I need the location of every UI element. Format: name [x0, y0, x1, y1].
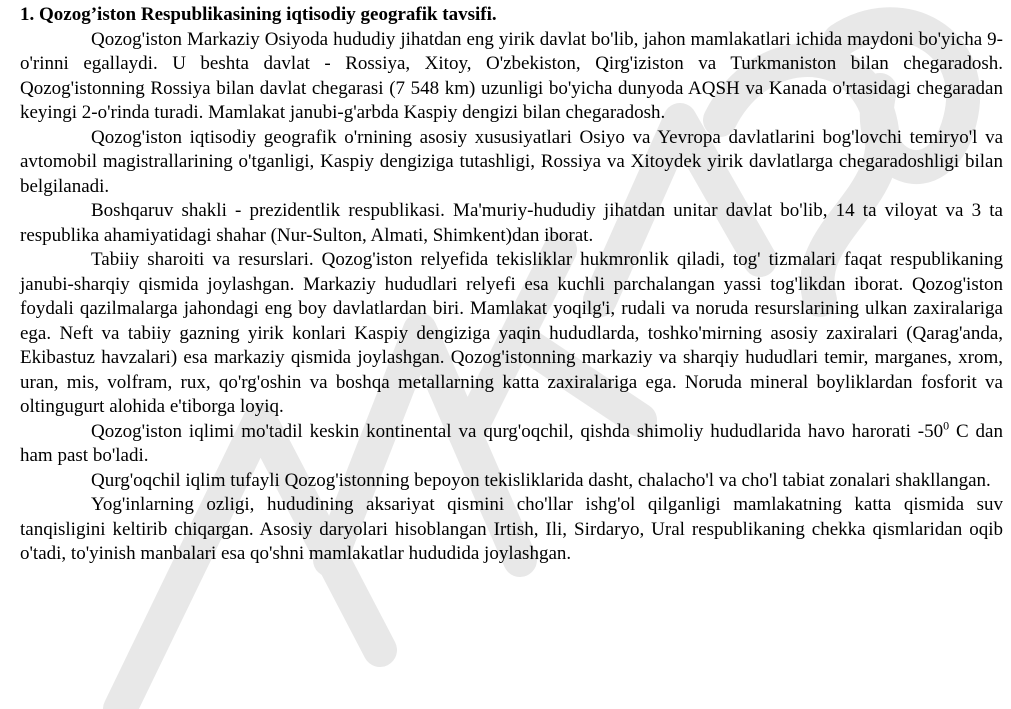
paragraph: Qurg'oqchil iqlim tufayli Qozog'istonning bepoyon tekisliklarida dasht, chalacho'l va cho'l tabiat zonalari shakllangan.: [91, 469, 991, 491]
climate-text-before: Qozog'iston iqlimi mo'tadil keskin kontinental va qurg'oqchil, qishda shimoliy hududlarida havo harorati -50: [91, 420, 944, 442]
degree-superscript: 0: [943, 418, 950, 433]
climate-text-after: C dan ham past bo'ladi.: [20, 420, 1003, 466]
paragraph: Tabiiy sharoiti va resurslari. Qozog'iston relyefida tekisliklar hukmronlik qiladi, tog' tizmalari faqat respublikaning janubi-sharqiy qismida joylashgan. Markaziy hududlari relyefi esa kuchli parchalangan yassi tog'likdan iborat. Qozog'iston foydali qazilmalarga jahondagi eng boy davlatlardan biri. Mamlakat yoqilg'i, rudali va noruda resurslarining ulkan zaxiralariga ega. Neft va tabiiy gazning yirik konlari Kaspiy dengiziga yaqin hududlarda, toshko'mirning asosiy zaxiralari (Qarag'anda, Ekibastuz havzalari) esa markaziy qismida joylashgan. Qozog'istonning markaziy va sharqiy hududlari temir, marganes, xrom, uran, mis, volfram, rux, qo'rg'oshin va boshqa metallarning katta zaxiralariga ega. Noruda mineral boyliklardan fosforit va oltingugurt alohida e'tiborga loyiq.: [20, 249, 1003, 417]
paragraph-climate: [20, 420, 1003, 469]
document-title: 1. Qozog’iston Respublikasining iqtisodiy geografik tavsifi.: [20, 4, 497, 25]
paragraph: Boshqaruv shakli - prezidentlik respublikasi. Ma'muriy-hududiy jihatdan unitar davlat bo'lib, 14 ta viloyat va 3 ta respublika ahamiyatidagi shahar (Nur-Sulton, Almati, Shimkent)dan iborat.: [20, 200, 1003, 246]
paragraph: Qozog'iston Markaziy Osiyoda hududiy jihatdan eng yirik davlat bo'lib, jahon mamlakatlari ichida maydoni bo'yicha 9-o'rinni egallaydi. U beshta davlat - Rossiya, Xitoy, O'zbekiston, Qirg'iziston va Turkmaniston bilan chegaradosh. Qozog'istonning Rossiya bilan davlat chegarasi (7 548 km) uzunligi bo'yicha dunyoda AQSH va Kanada o'rtasidagi chegaradan keyingi 2-o'rinda turadi. Mamlakat janubi-g'arbda Kaspiy dengizi bilan chegaradosh.: [20, 28, 1003, 123]
paragraph: Qozog'iston iqtisodiy geografik o'rnining asosiy xususiyatlari Osiyo va Yevropa davlatlarini bog'lovchi temiryo'l va avtomobil magistrallarining o'tganligi, Kaspiy dengiziga tutashligi, Rossiya va Xitoydek yirik davlatlarga chegaradoshligi bilan belgilanadi.: [20, 126, 1003, 197]
paragraph: Yog'inlarning ozligi, hududining aksariyat qismini cho'llar ishg'ol qilganligi mamlakatning katta qismida suv tanqisligini keltirib chiqargan. Asosiy daryolari hisoblangan Irtish, Ili, Sirdaryo, Ural respublikaning chekka qismlaridan oqib o'tadi, to'yinish manbalari esa qo'shni mamlakatlar hududida joylashgan.: [20, 494, 1003, 564]
